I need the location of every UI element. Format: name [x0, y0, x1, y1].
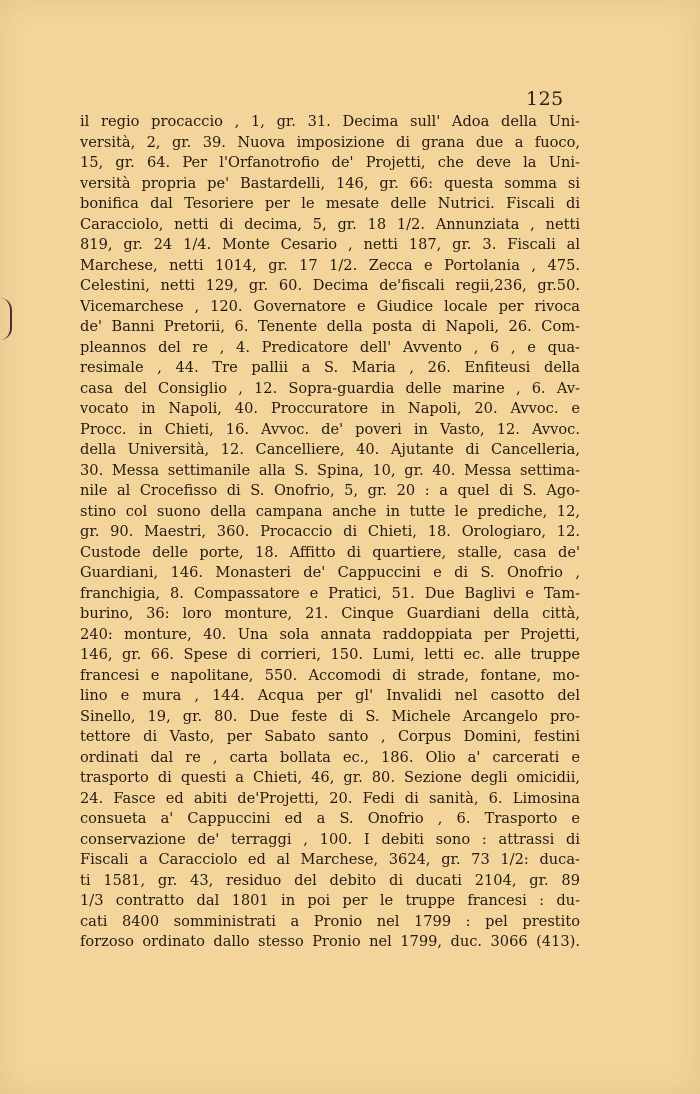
text-line-10: Vicemarchese , 120. Governatore e Giudice locale per rivoca — [80, 297, 580, 315]
text-line-38: ti 1581, gr. 43, residuo del debito di ducati 2104, gr. 89 — [80, 871, 580, 889]
text-line-40: cati 8400 somministrati a Pronio nel 1799 : pel prestito — [80, 912, 580, 930]
page-number: 125 — [526, 88, 564, 110]
text-line-8: Marchese, netti 1014, gr. 17 1/2. Zecca e Portolania , 475. — [80, 256, 580, 274]
text-line-24: franchigia, 8. Compassatore e Pratici, 51. Due Baglivi e Tam- — [80, 584, 580, 602]
text-line-20: stino col suono della campana anche in tutte le prediche, 12, — [80, 502, 580, 520]
text-line-19: nile al Crocefisso di S. Onofrio, 5, gr. 20 : a quel di S. Ago- — [80, 482, 580, 499]
text-line-28: francesi e napolitane, 550. Accomodi di strade, fontane, mo- — [80, 666, 580, 684]
text-line-18: 30. Messa settimanile alla S. Spina, 10, gr. 40. Messa settima- — [80, 461, 580, 479]
text-line-31: tettore di Vasto, per Sabato santo , Corpus Domini, festini — [80, 728, 580, 745]
text-line-29: lino e mura , 144. Acqua per gl' Invalidi nel casotto del — [80, 687, 580, 704]
text-line-15: vocato in Napoli, 40. Proccuratore in Napoli, 20. Avvoc. e — [80, 400, 580, 417]
text-line-17: della Università, 12. Cancelliere, 40. Ajutante di Cancelleria, — [80, 441, 580, 458]
text-line-25: burino, 36: loro monture, 21. Cinque Guardiani della città, — [80, 605, 580, 622]
text-line-2: versità, 2, gr. 39. Nuova imposizione di grana due a fuoco, — [80, 133, 580, 151]
text-line-23: Guardiani, 146. Monasteri de' Cappuccini e di S. Onofrio , — [80, 564, 580, 581]
text-line-30: Sinello, 19, gr. 80. Due feste di S. Michele Arcangelo pro- — [80, 707, 580, 725]
text-line-14: casa del Consiglio , 12. Sopra-guardia delle marine , 6. Av- — [80, 379, 580, 397]
text-line-1: il regio procaccio , 1, gr. 31. Decima sull' Adoa della Uni- — [80, 113, 580, 130]
text-line-26: 240: monture, 40. Una sola annata raddoppiata per Projetti, — [80, 625, 580, 643]
body-text — [80, 112, 580, 953]
text-line-9: Celestini, netti 129, gr. 60. Decima de'fiscali regii,236, gr.50. — [80, 277, 580, 294]
text-line-36: conservazione de' terraggi , 100. I debiti sono : attrassi di — [80, 830, 580, 848]
margin-bracket — [0, 298, 12, 340]
text-line-41: forzoso ordinato dallo stesso Pronio nel 1799, duc. 3066 (413). — [80, 933, 580, 950]
text-line-13: resimale , 44. Tre pallii a S. Maria , 26. Enfiteusi della — [80, 359, 580, 376]
text-line-27: 146, gr. 66. Spese di corrieri, 150. Lumi, letti ec. alle truppe — [80, 646, 580, 663]
text-line-11: de' Banni Pretorii, 6. Tenente della posta di Napoli, 26. Com- — [80, 318, 580, 335]
text-line-5: bonifica dal Tesoriere per le mesate delle Nutrici. Fiscali di — [80, 195, 580, 212]
text-line-32: ordinati dal re , carta bollata ec., 186. Olio a' carcerati e — [80, 748, 580, 766]
text-line-34: 24. Fasce ed abiti de'Projetti, 20. Fedi di sanità, 6. Limosina — [80, 789, 580, 807]
text-line-12: pleannos del re , 4. Predicatore dell' Avvento , 6 , e qua- — [80, 338, 580, 356]
text-line-37: Fiscali a Caracciolo ed al Marchese, 3624, gr. 73 1/2: duca- — [80, 851, 580, 868]
text-line-21: gr. 90. Maestri, 360. Procaccio di Chieti, 18. Orologiaro, 12. — [80, 523, 580, 540]
text-line-22: Custode delle porte, 18. Affitto di quartiere, stalle, casa de' — [80, 543, 580, 561]
text-line-4: versità propria pe' Bastardelli, 146, gr. 66: questa somma si — [80, 174, 580, 192]
text-line-39: 1/3 contratto dal 1801 in poi per le truppe francesi : du- — [80, 892, 580, 909]
text-line-6: Caracciolo, netti di decima, 5, gr. 18 1/2. Annunziata , netti — [80, 215, 580, 233]
text-line-35: consueta a' Cappuccini ed a S. Onofrio , 6. Trasporto e — [80, 810, 580, 827]
text-line-7: 819, gr. 24 1/4. Monte Cesario , netti 187, gr. 3. Fiscali al — [80, 236, 580, 253]
text-line-3: 15, gr. 64. Per l'Orfanotrofio de' Projetti, che deve la Uni- — [80, 154, 580, 171]
text-line-16: Procc. in Chieti, 16. Avvoc. de' poveri in Vasto, 12. Avvoc. — [80, 420, 580, 438]
text-line-33: trasporto di questi a Chieti, 46, gr. 80. Sezione degli omicidii, — [80, 769, 580, 786]
